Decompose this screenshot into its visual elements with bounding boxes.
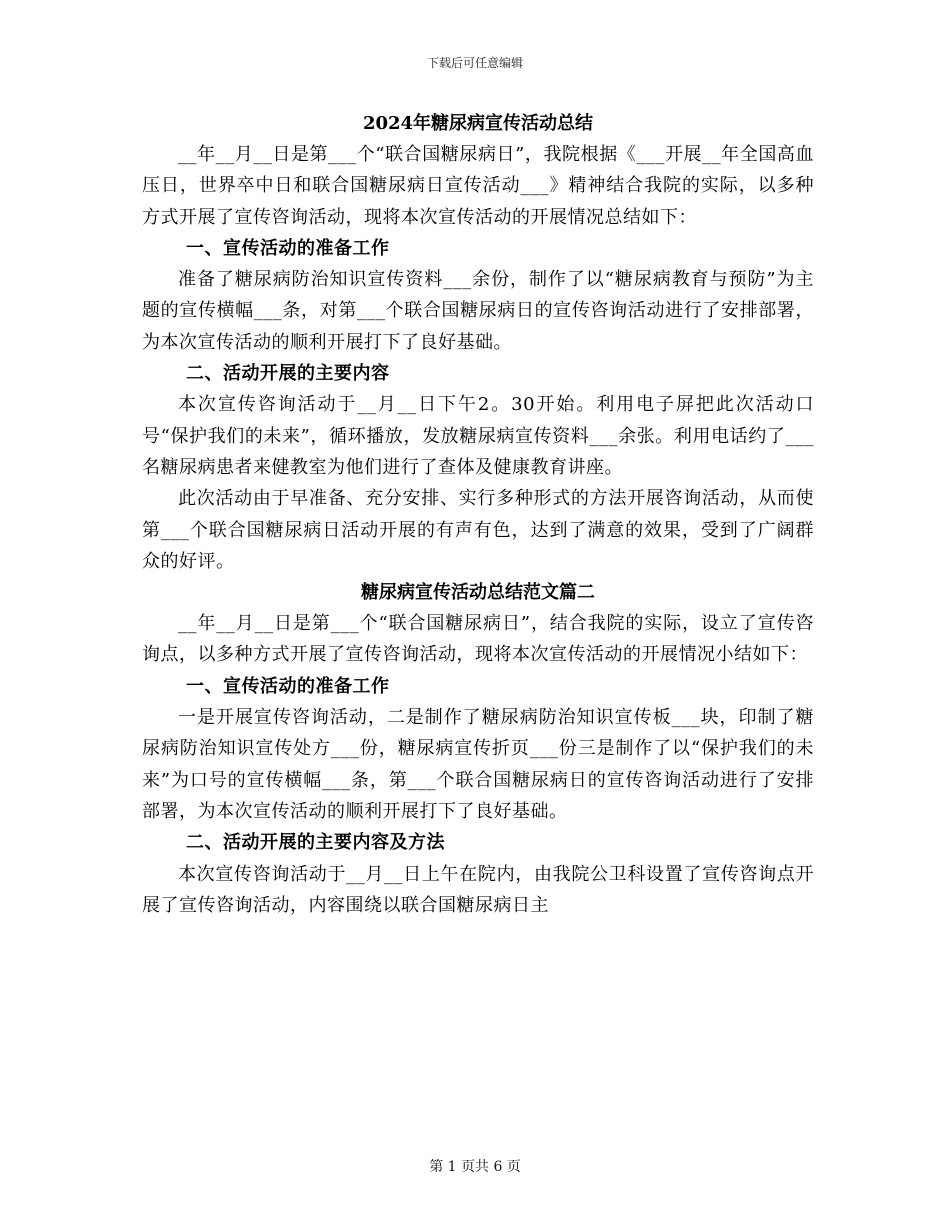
paragraph: 准备了糖尿病防治知识宣传资料___余份，制作了以“糖尿病教育与预防”为主题的宣传横幅___条，对第___个联合国糖尿病日的宣传咨询活动进行了安排部署，为本次宣传活动的顺利开展打下了良好基础。 <box>142 269 814 353</box>
paragraph: 本次宣传咨询活动于__月__日上午在院内，由我院公卫科设置了宣传咨询点开展了宣传咨询活动，内容围绕以联合国糖尿病日主 <box>142 863 814 916</box>
page-header: 下载后可任意编辑 <box>426 56 523 70</box>
paragraph: __年__月__日是第___个“联合国糖尿病日”，结合我院的实际，设立了宣传咨询点，以多种方式开展了宣传咨询活动，现将本次宣传活动的开展情况小结如下： <box>142 613 814 666</box>
section-title: 糖尿病宣传活动总结范文篇二 <box>361 582 595 604</box>
section-heading: 一、宣传活动的准备工作 <box>186 675 390 697</box>
document-body <box>142 108 814 921</box>
page-footer: 第 1 页共 6 页 <box>429 1159 521 1175</box>
paragraph: 本次宣传咨询活动于__月__日下午2。30开始。利用电子屏把此次活动口号“保护我们的未来”，循环播放，发放糖尿病宣传资料___余张。利用电话约了___名糖尿病患者来健教室为他们进行了查体及健康教育讲座。 <box>142 394 814 478</box>
section-heading: 二、活动开展的主要内容 <box>186 363 390 385</box>
paragraph: 一是开展宣传咨询活动，二是制作了糖尿病防治知识宣传板___块，印制了糖尿病防治知识宣传处方___份，糖尿病宣传折页___份三是制作了以“保护我们的未来”为口号的宣传横幅___条，第___个联合国糖尿病日的宣传咨询活动进行了安排部署，为本次宣传活动的顺利开展打下了良好基础。 <box>142 707 814 822</box>
paragraph: 此次活动由于早准备、充分安排、实行多种形式的方法开展咨询活动，从而使第___个联合国糖尿病日活动开展的有声有色，达到了满意的效果，受到了广阔群众的好评。 <box>142 488 814 572</box>
paragraph: __年__月__日是第___个“联合国糖尿病日”，我院根据《___开展__年全国高血压日，世界卒中日和联合国糖尿病日宣传活动___》精神结合我院的实际，以多种方式开展了宣传咨询活动，现将本次宣传活动的开展情况总结如下： <box>142 144 814 228</box>
section-heading: 二、活动开展的主要内容及方法 <box>186 832 445 854</box>
document-title: 2024年糖尿病宣传活动总结 <box>362 113 594 134</box>
section-heading: 一、宣传活动的准备工作 <box>186 237 390 259</box>
